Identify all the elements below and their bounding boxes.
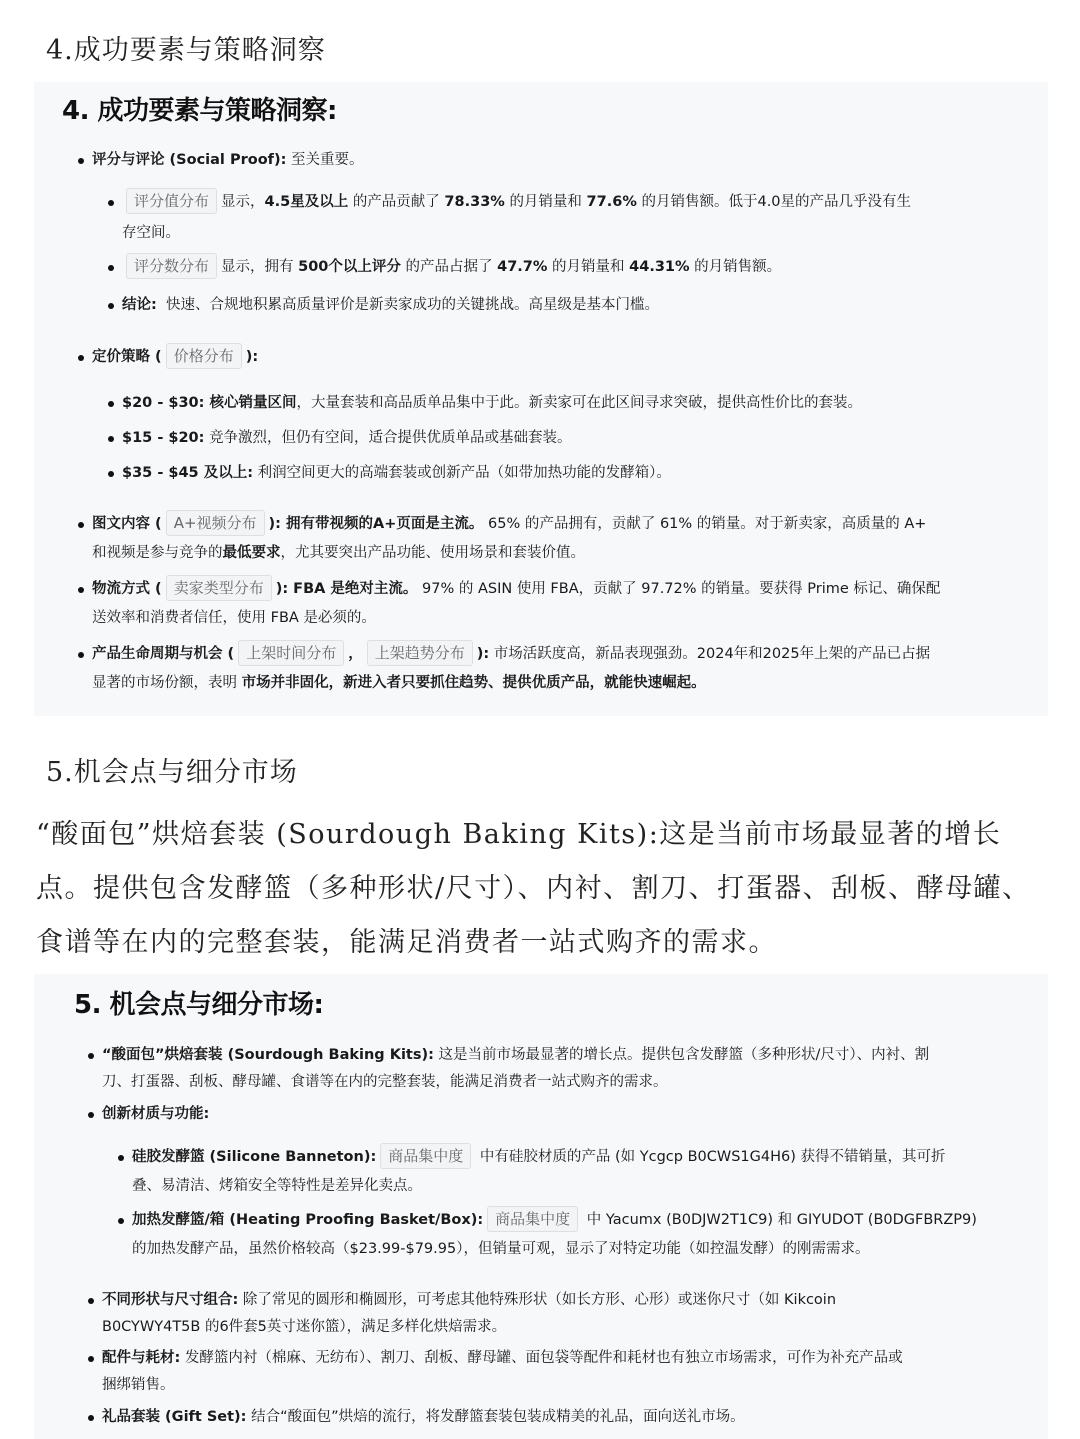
- content-item: 图文内容 ( A+视频分布 ): 拥有带视频的A+页面是主流。 65% 的产品拥有，贡献了 61% 的销量。对于新卖家，高质量的 A+: [92, 510, 926, 539]
- section-5-paragraph: “酸面包”烘焙套装 (Sourdough Baking Kits):这是当前市场最显著的增长点。提供包含发酵篮（多种形状/尺寸）、内衬、割刀、打蛋器、刮板、酵母罐、食谱等在内的完整套装，能满足消费者一站式购齐的需求。: [36, 819, 1031, 958]
- bullet-icon: [78, 522, 84, 528]
- innovation-item: 创新材质与功能:: [102, 1106, 210, 1122]
- lifecycle-item: 产品生命周期与机会 ( 上架时间分布 ， 上架趋势分布 ): 市场活跃度高，新品表现强劲。2024年和2025年上架的产品已占据: [92, 640, 930, 669]
- bullet-icon: [108, 303, 114, 309]
- bullet-icon: [108, 401, 114, 407]
- shapes-sizes-item-cont: B0CYWY4T5B 的6件套5英寸迷你篮），满足多样化烘焙需求。: [102, 1319, 507, 1335]
- parts-item: 配件与耗材: 发酵篮内衬（棉麻、无纺布）、割刀、刮板、酵母罐、面包袋等配件和耗材也有独立市场需求，可作为补充产品或: [102, 1350, 903, 1366]
- bullet-icon: [108, 471, 114, 477]
- section-4-heading: 4.成功要素与策略洞察: [46, 35, 326, 66]
- heating-basket-item-cont: 的加热发酵产品，虽然价格较高（$23.99-$79.95），但销量可观，显示了对特定功能（如控温发酵）的刚需需求。: [132, 1241, 870, 1257]
- chip-listing-trend: 上架趋势分布: [367, 640, 473, 666]
- lifecycle-item-cont: 显著的市场份额，表明 市场并非固化，新进入者只要抓住趋势、提供优质产品，就能快速崛起。: [92, 675, 706, 691]
- bullet-icon: [118, 1155, 124, 1161]
- bullet-icon: [78, 652, 84, 658]
- parts-item-cont: 捆绑销售。: [102, 1377, 175, 1393]
- shapes-sizes-item: 不同形状与尺寸组合: 除了常见的圆形和椭圆形，可考虑其他特殊形状（如长方形、心形）或迷你尺寸（如 Kikcoin: [102, 1292, 837, 1308]
- rating-count-item: 评分数分布 显示，拥有 500个以上评分 的产品占据了 47.7% 的月销量和 44.31% 的月销售额。: [122, 253, 781, 282]
- chip-rating-value: 评分值分布: [126, 188, 217, 214]
- section-5-heading: 5.机会点与细分市场: [46, 757, 298, 788]
- chip-listing-time: 上架时间分布: [238, 640, 344, 666]
- chip-seller-type: 卖家类型分布: [166, 575, 272, 601]
- chip-product-concentration: 商品集中度: [380, 1143, 471, 1169]
- bullet-icon: [88, 1415, 94, 1421]
- rating-item: 评分与评论 (Social Proof): 至关重要。: [92, 152, 364, 168]
- rating-value-item-cont: 存空间。: [122, 225, 180, 241]
- bullet-icon: [88, 1053, 94, 1059]
- chip-price-distribution: 价格分布: [166, 343, 242, 369]
- bullet-icon: [88, 1356, 94, 1362]
- silicone-banneton-item-cont: 叠、易清洁、烤箱安全等特性是差异化卖点。: [132, 1178, 422, 1194]
- pricing-item: 定价策略 ( 价格分布 ):: [92, 343, 258, 372]
- panel-4-title: 4. 成功要素与策略洞察:: [62, 96, 337, 126]
- panel-5-title: 5. 机会点与细分市场:: [74, 990, 324, 1020]
- bullet-icon: [108, 436, 114, 442]
- logistics-item: 物流方式 ( 卖家类型分布 ): FBA 是绝对主流。 97% 的 ASIN 使用 FBA，贡献了 97.72% 的销量。要获得 Prime 标记、确保配: [92, 575, 940, 604]
- chip-rating-count: 评分数分布: [126, 253, 217, 279]
- heating-basket-item: 加热发酵篮/箱 (Heating Proofing Basket/Box): 商品集中度 中 Yacumx (B0DJW2T1C9) 和 GIYUDOT (B0DGFBRZP9): [132, 1206, 977, 1235]
- gift-set-item: 礼品套装 (Gift Set): 结合“酸面包”烘焙的流行，将发酵篮套装包装成精美的礼品，面向送礼市场。: [102, 1409, 745, 1425]
- bullet-icon: [78, 587, 84, 593]
- panel-success-factors: [34, 82, 1048, 716]
- bullet-icon: [108, 265, 114, 271]
- panel-opportunities: [34, 974, 1048, 1439]
- content-item-cont: 和视频是参与竞争的最低要求，尤其要突出产品功能、使用场景和套装价值。: [92, 545, 585, 561]
- chip-aplus-video: A+视频分布: [166, 510, 265, 536]
- bullet-icon: [118, 1218, 124, 1224]
- conclusion-item: 结论: 快速、合规地积累高质量评价是新卖家成功的关键挑战。高星级是基本门槛。: [122, 297, 660, 313]
- price-range-20-30: $20 - $30: 核心销量区间，大量套装和高品质单品集中于此。新卖家可在此区间寻求突破，提供高性价比的套装。: [122, 395, 862, 411]
- bullet-icon: [78, 158, 84, 164]
- chip-product-concentration: 商品集中度: [487, 1206, 578, 1232]
- silicone-banneton-item: 硅胶发酵篮 (Silicone Banneton): 商品集中度 中有硅胶材质的产品 (如 Ycgcp B0CWS1G4H6) 获得不错销量，其可折: [132, 1143, 946, 1172]
- price-range-35-45: $35 - $45 及以上: 利润空间更大的高端套装或创新产品（如带加热功能的发酵箱）。: [122, 465, 671, 481]
- sourdough-kits-item-cont: 刀、打蛋器、刮板、酵母罐、食谱等在内的完整套装，能满足消费者一站式购齐的需求。: [102, 1074, 668, 1090]
- logistics-item-cont: 送效率和消费者信任，使用 FBA 是必须的。: [92, 610, 376, 626]
- bullet-icon: [88, 1112, 94, 1118]
- rating-value-item: 评分值分布 显示，4.5星及以上 的产品贡献了 78.33% 的月销量和 77.6% 的月销售额。低于4.0星的产品几乎没有生: [122, 188, 911, 217]
- sourdough-kits-item: “酸面包”烘焙套装 (Sourdough Baking Kits): 这是当前市场最显著的增长点。提供包含发酵篮（多种形状/尺寸）、内衬、割: [102, 1047, 930, 1063]
- bullet-icon: [108, 200, 114, 206]
- bullet-icon: [88, 1298, 94, 1304]
- bullet-icon: [78, 355, 84, 361]
- price-range-15-20: $15 - $20: 竞争激烈，但仍有空间，适合提供优质单品或基础套装。: [122, 430, 572, 446]
